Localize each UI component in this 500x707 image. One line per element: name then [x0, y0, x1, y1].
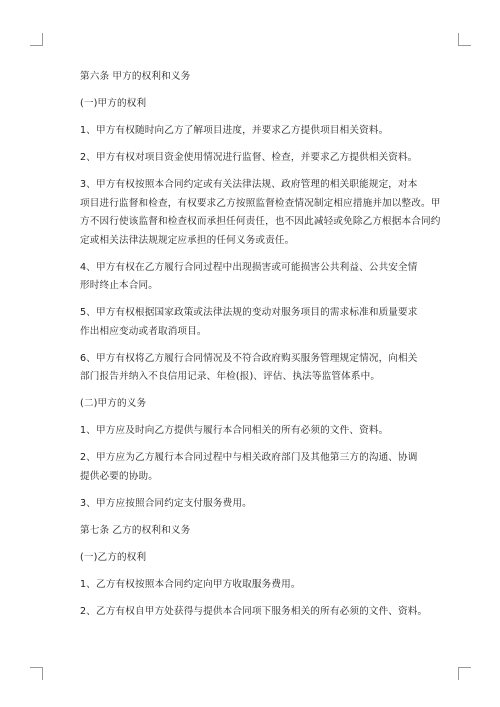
paragraph-line: 6、甲方有权将乙方履行合同情况及不符合政府购买服务管理规定情况，向相关	[80, 352, 418, 364]
section-heading-party-a-rights: (一)甲方的权利	[80, 98, 147, 109]
paragraph-line: 作出相应变动或者取消项目。	[80, 325, 207, 337]
paragraph-line: 3、甲方有权按照本合同约定或有关法律法规、政府管理的相关职能规定，对本	[80, 179, 418, 190]
paragraph-line: 方不因行使该监督和检查权而承担任何责任，也不因此减轻或免除乙方根据本合同约	[80, 216, 441, 227]
paragraph-line: 定或相关法律法规规定应承担的任何义务或责任。	[80, 234, 295, 246]
paragraph-line: 2、甲方应为乙方履行本合同过程中与相关政府部门及其他第三方的沟通、协调	[80, 452, 418, 463]
crop-mark-bottom-left	[30, 667, 43, 680]
paragraph-line: 2、乙方有权自甲方处获得与提供本合同项下服务相关的所有必须的文件、资料。	[80, 605, 428, 617]
crop-mark-bottom-right	[458, 667, 471, 680]
crop-mark-top-left	[30, 33, 43, 46]
section-heading-party-b-rights: (一)乙方的权利	[80, 551, 147, 563]
article-7-heading: 第七条 乙方的权利和义务	[80, 524, 191, 536]
paragraph-line: 项目进行监督和检查，有权要求乙方按照监督检查情况制定相应措施并加以整改。甲	[80, 197, 441, 209]
paragraph-line: 部门报告并纳入不良信用记录、年检(报)、评估、执法等监管体系中。	[80, 371, 381, 382]
paragraph-line: 2、甲方有权对项目资金使用情况进行监督、检查，并要求乙方提供相关资料。	[80, 152, 418, 163]
paragraph-line: 1、甲方有权随时向乙方了解项目进度，并要求乙方提供项目相关资料。	[80, 125, 389, 136]
paragraph-line: 1、乙方有权按照本合同约定向甲方收取服务费用。	[80, 578, 301, 590]
section-heading-party-a-obligations: (二)甲方的义务	[80, 398, 147, 409]
crop-mark-top-right	[458, 33, 471, 46]
paragraph-line: 4、甲方有权在乙方履行合同过程中出现损害或可能损害公共利益、公共安全情	[80, 261, 418, 273]
paragraph-line: 形时终止本合同。	[80, 280, 158, 291]
paragraph-line: 提供必要的协助。	[80, 470, 158, 482]
article-6-heading: 第六条 甲方的权利和义务	[80, 71, 191, 82]
paragraph-line: 3、甲方应按照合同约定支付服务费用。	[80, 497, 252, 509]
paragraph-line: 5、甲方有权根据国家政策或法律法规的变动对服务项目的需求标准和质量要求	[80, 307, 418, 318]
paragraph-line: 1、甲方应及时向乙方提供与履行本合同相关的所有必须的文件、资料。	[80, 425, 389, 436]
document-body	[80, 68, 441, 621]
